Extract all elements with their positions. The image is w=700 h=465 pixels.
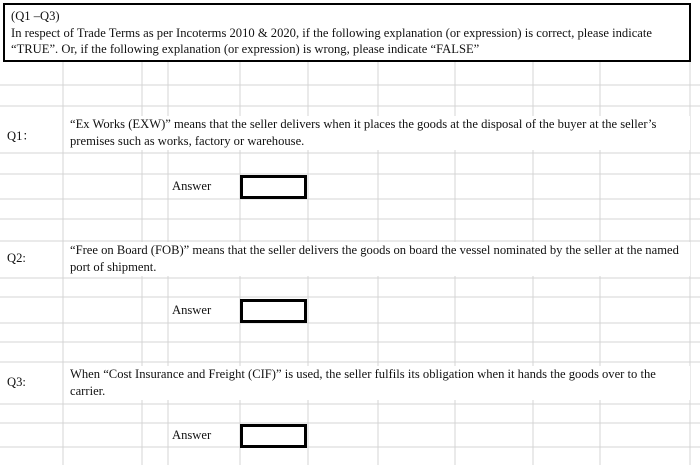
question-2-label: Q2: <box>7 251 26 265</box>
instructions-box <box>3 3 691 62</box>
question-3-label: Q3: <box>7 375 26 389</box>
instructions-range: (Q1 –Q3) <box>11 9 60 23</box>
question-1-answer-field[interactable] <box>240 175 307 199</box>
question-3-answer-label: Answer <box>172 428 212 442</box>
question-1-label: Q1： <box>7 125 35 144</box>
question-2-text: “Free on Board (FOB)” means that the seller delivers the goods on board the vessel nominated by the seller at the named port of shipment. <box>70 242 690 276</box>
question-3-answer-field[interactable] <box>240 424 307 448</box>
question-1-answer-label: Answer <box>172 179 212 193</box>
question-1-text: “Ex Works (EXW)” means that the seller delivers when it places the goods at the disposal of the buyer at the seller’s premises such as works, factory or warehouse. <box>70 116 690 150</box>
question-3-text: When “Cost Insurance and Freight (CIF)” is used, the seller fulfils its obligation when it hands the goods over to the carrier. <box>70 366 690 400</box>
question-2-answer-field[interactable] <box>240 299 307 323</box>
instructions-line: In respect of Trade Terms as per Incoterms 2010 & 2020, if the following explanation (or expression) is correct, please indicate <box>11 25 652 40</box>
question-2-answer-label: Answer <box>172 303 212 317</box>
instructions-line: “TRUE”. Or, if the following explanation (or expression) is wrong, please indicate “FALSE” <box>11 42 480 56</box>
